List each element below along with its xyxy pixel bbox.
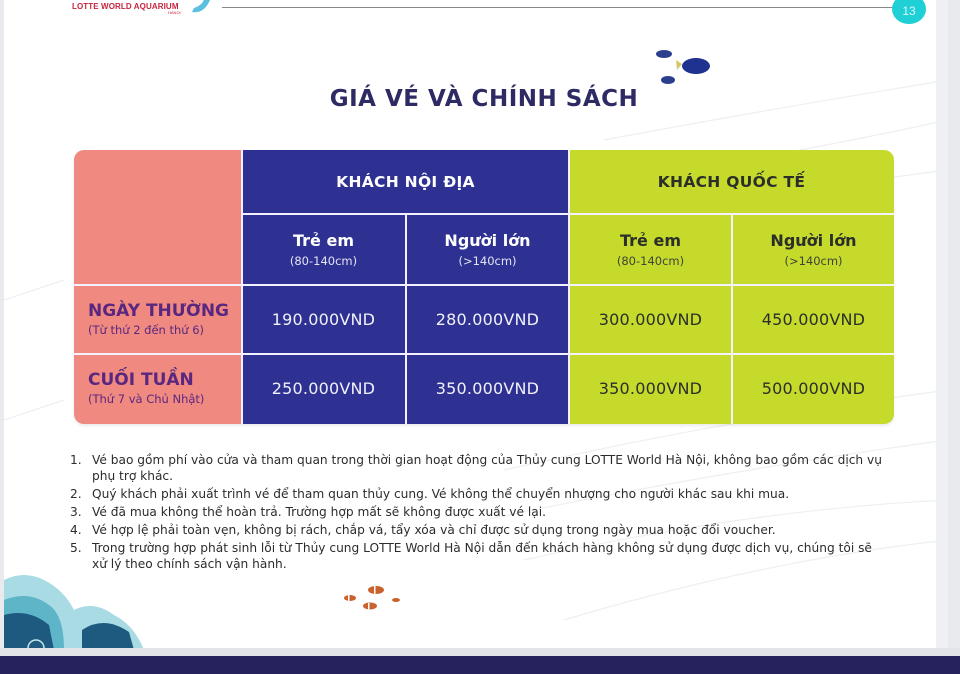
price-cell: 280.000VND xyxy=(435,310,540,329)
price-table xyxy=(74,150,894,424)
policy-item: 3. Vé đã mua không thể hoàn trả. Trường hợp mất sẽ không được xuất vé lại. xyxy=(70,505,546,519)
page-number-badge: 13 xyxy=(892,0,926,24)
coral-illustration xyxy=(4,570,154,648)
price-cell: 450.000VND xyxy=(761,310,866,329)
group-header-international: KHÁCH QUỐC TẾ xyxy=(657,173,806,191)
policy-item: 1. Vé bao gồm phí vào cửa và tham quan trong thời gian hoạt động của Thủy cung LOTTE World Hà Nội, không bao gồm các dịch vụ phụ trợ khác. xyxy=(70,453,882,483)
header-rule xyxy=(222,7,894,8)
column-header-international-adult: Người lớn (>140cm) xyxy=(770,231,857,268)
column-header-international-child: Trẻ em (80-140cm) xyxy=(616,231,685,268)
group-header-domestic: KHÁCH NỘI ĐỊA xyxy=(336,173,475,191)
clownfish-illustration xyxy=(340,584,406,614)
row-label-weekend: CUỐI TUẦN (Thứ 7 và Chủ Nhật) xyxy=(88,370,205,406)
logo-subtext: HANOI xyxy=(168,10,181,15)
price-cell: 190.000VND xyxy=(271,310,376,329)
price-cell: 300.000VND xyxy=(598,310,703,329)
logo-text: LOTTE WORLD AQUARIUM xyxy=(72,2,179,11)
row-label-weekday: NGÀY THƯỜNG (Từ thứ 2 đến thứ 6) xyxy=(88,301,229,337)
price-cell: 500.000VND xyxy=(761,379,866,398)
column-header-domestic-child: Trẻ em (80-140cm) xyxy=(289,231,358,268)
brochure-page xyxy=(4,0,948,648)
logo-swirl-icon xyxy=(188,0,214,16)
price-cell: 250.000VND xyxy=(271,379,376,398)
policy-item: 2. Quý khách phải xuất trình vé để tham quan thủy cung. Vé không thể chuyển nhượng cho người khác sau khi mua. xyxy=(70,487,790,501)
column-header-domestic-adult: Người lớn (>140cm) xyxy=(444,231,531,268)
price-cell: 350.000VND xyxy=(598,379,703,398)
policy-item: 4. Vé hợp lệ phải toàn vẹn, không bị rách, chắp vá, tẩy xóa và chỉ được sử dụng trong ngày mua hoặc đổi voucher. xyxy=(70,523,776,537)
page-gap xyxy=(0,648,960,656)
price-cell: 350.000VND xyxy=(435,379,540,398)
blue-fish-illustration xyxy=(650,46,714,86)
policy-list xyxy=(70,452,890,574)
next-page-edge xyxy=(0,656,960,674)
page-title: GIÁ VÉ VÀ CHÍNH SÁCH xyxy=(329,86,639,112)
policy-item: 5. Trong trường hợp phát sinh lỗi từ Thủy cung LOTTE World Hà Nội dẫn đến khách hàng không sử dụng được dịch vụ, chúng tôi sẽ xử lý theo chính sách vận hành. xyxy=(70,541,872,571)
